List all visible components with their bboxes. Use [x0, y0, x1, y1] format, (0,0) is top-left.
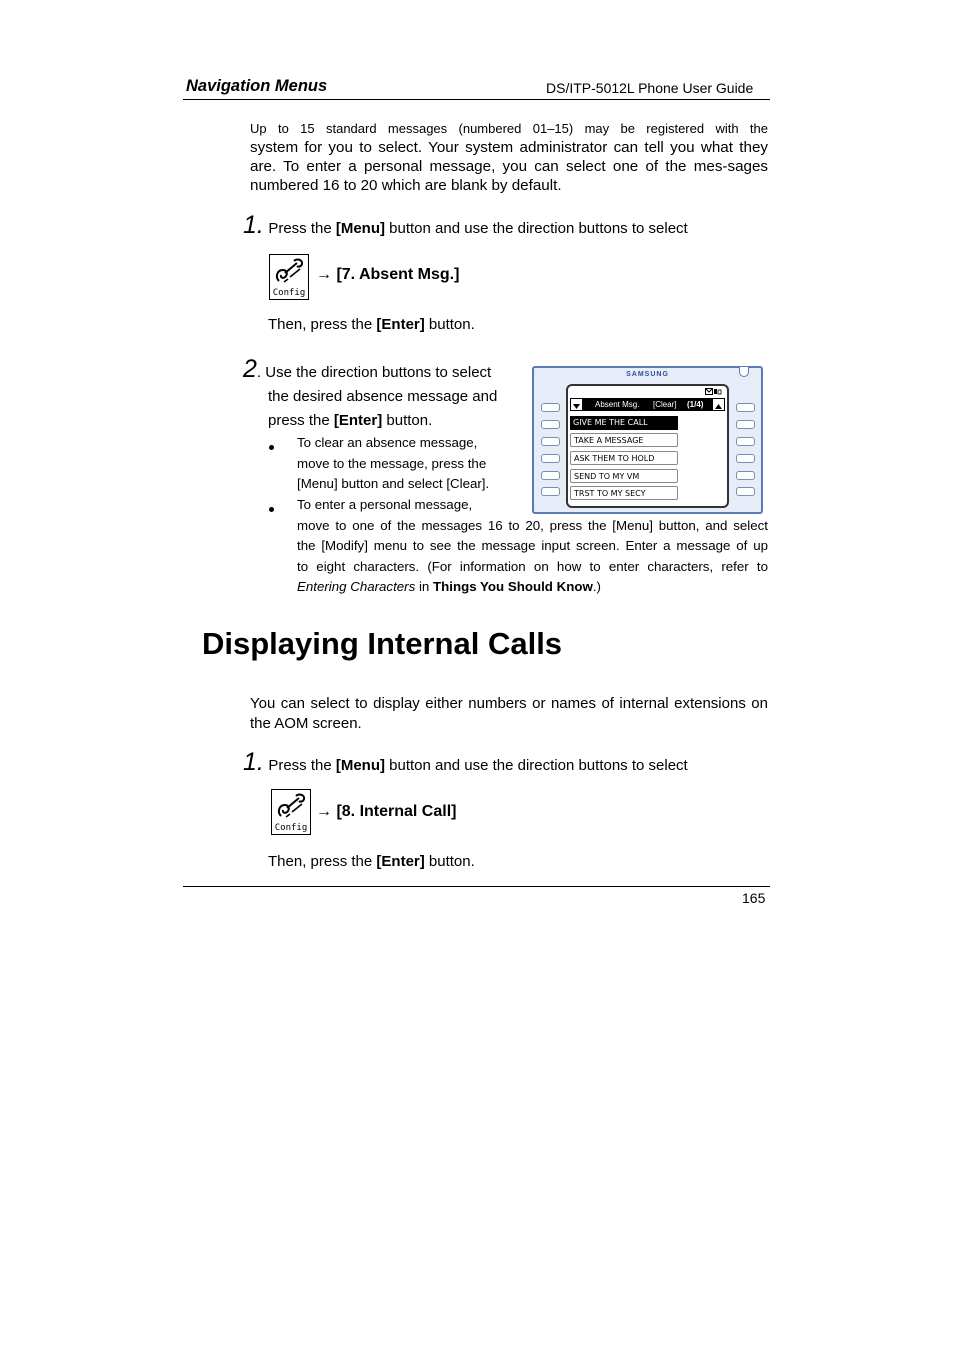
step-text-pre: Press the — [268, 220, 336, 237]
lcd-message-item: TRST TO MY SECY — [570, 486, 678, 500]
absent-step2: 2. Use the direction buttons to select — [243, 355, 492, 383]
config-icon — [269, 254, 309, 300]
absent-then: Then, press the [Enter] button. — [268, 316, 475, 333]
absent-step1 — [243, 213, 688, 238]
step-number: 1. — [243, 211, 264, 239]
internal-paragraph: You can select to display either numbers or names of internal extensions on the AOM screen. — [250, 695, 768, 732]
menu-key-label: [Menu] — [335, 220, 385, 237]
brand-logo: SAMSUNG — [626, 371, 669, 378]
page-number: 165 — [742, 890, 766, 906]
intro-first-line: Up to 15 standard messages (numbered 01–15) may be registered with the — [250, 121, 768, 136]
arrow-up-icon — [713, 401, 724, 412]
config-icon-caption: Config — [274, 823, 308, 833]
lcd-title: Absent Msg. — [595, 400, 640, 409]
right-line-button — [736, 437, 755, 446]
enter-key-label: [Enter] — [376, 316, 425, 333]
bullet-clear-message: To clear an absence message, move to the message, press the [Menu] button and select [Clear]. — [297, 435, 490, 492]
menu-selection-absent: → [7. Absent Msg.] — [316, 266, 460, 283]
config-icon-caption: Config — [272, 288, 306, 298]
intro-paragraph — [250, 119, 768, 195]
bullet-dot — [269, 445, 274, 450]
step2-line3: press the [Enter] button. — [268, 412, 433, 429]
step2-line2: the desired absence message and — [268, 388, 498, 405]
section-heading: Displaying Internal Calls — [202, 626, 563, 661]
led-indicator — [739, 366, 749, 377]
bullet-personal-message: To enter a personal message, move to one of the messages 16 to 20, press the [Menu] button, and select the [Modify] menu to see the message input screen. Enter a message of up to eight characters. (For information on how to enter characters, refer to Entering Characters in Things You Should Know.) — [297, 497, 768, 595]
lcd-screen — [566, 384, 729, 508]
right-line-button — [736, 403, 755, 412]
right-line-button — [736, 487, 755, 496]
right-line-button — [736, 420, 755, 429]
arrow-down-icon — [571, 401, 582, 412]
running-header-section: Navigation Menus — [186, 77, 328, 95]
intro-body: system for you to select. Your system administrator can tell you what they are. To enter a personal message, you can select one of the mes-sages numbered 16 to 20 which are blank by default. — [250, 139, 768, 194]
lcd-message-item-selected: GIVE ME THE CALL — [570, 416, 678, 430]
wrench-icon — [272, 790, 310, 824]
header-rule — [183, 99, 770, 100]
left-line-button — [541, 487, 560, 496]
lcd-page-indicator: (1/4) — [687, 400, 704, 409]
lcd-message-item: ASK THEM TO HOLD — [570, 451, 678, 465]
running-header-guide-title: DS/ITP-5012L Phone User Guide — [546, 80, 754, 96]
enter-key-label: [Enter] — [376, 853, 425, 870]
mail-icon — [705, 388, 723, 395]
lcd-title-bar — [570, 398, 725, 411]
internal-step1: 1. Press the [Menu] button and use the direction buttons to select — [243, 748, 688, 776]
phone-display-illustration — [532, 366, 763, 514]
step-number: 2 — [243, 355, 257, 383]
bullet-dot — [269, 507, 274, 512]
step-text-post: button and use the direction buttons to select — [385, 220, 688, 237]
lcd-message-item: SEND TO MY VM — [570, 469, 678, 483]
footer-rule — [183, 886, 770, 887]
scroll-down-arrow — [571, 399, 582, 410]
lcd-clear-label: [Clear] — [653, 400, 677, 409]
right-line-button — [736, 454, 755, 463]
wrench-icon — [270, 255, 308, 289]
left-line-button — [541, 437, 560, 446]
step-number: 1. — [243, 748, 264, 776]
internal-then: Then, press the [Enter] button. — [268, 853, 475, 870]
menu-selection-internal: → [8. Internal Call] — [316, 803, 457, 820]
menu-key-label: [Menu] — [335, 757, 385, 774]
config-icon — [271, 789, 311, 835]
left-line-button — [541, 454, 560, 463]
status-icons — [705, 388, 723, 395]
left-line-button — [541, 403, 560, 412]
enter-key-label: [Enter] — [333, 412, 383, 429]
left-line-button — [541, 471, 560, 480]
left-line-button — [541, 420, 560, 429]
scroll-up-arrow — [713, 399, 724, 410]
lcd-message-item: TAKE A MESSAGE — [570, 433, 678, 447]
right-line-button — [736, 471, 755, 480]
